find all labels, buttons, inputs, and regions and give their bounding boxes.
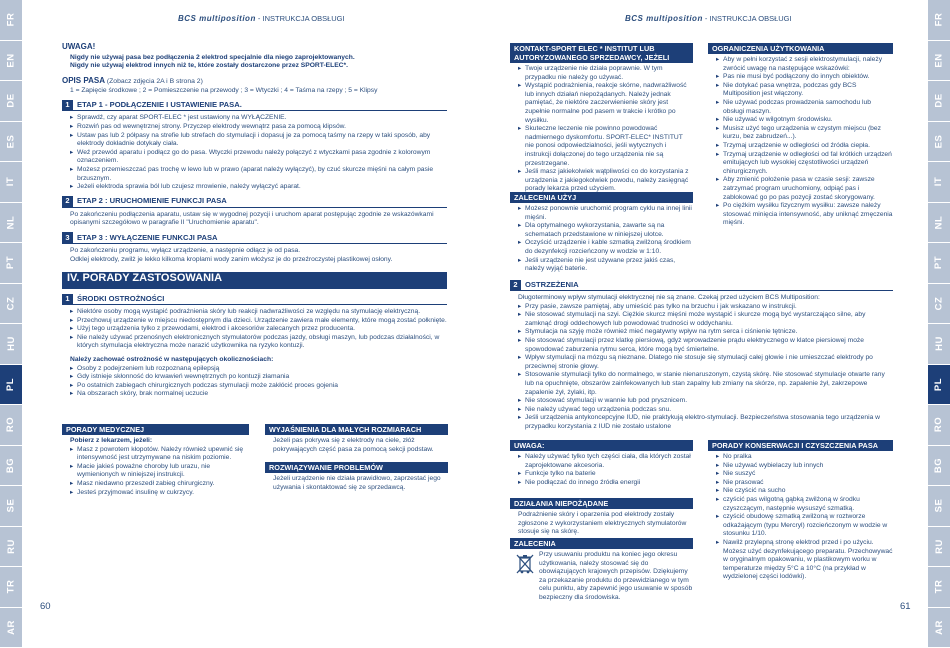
step-number: 2 — [62, 196, 73, 207]
list-item: ▸ Jeśli urządzenie nie jest używane przez jakiś czas, należy wyjąć baterie. — [518, 257, 693, 274]
opis-line: 1 = Zapięcie środkowe ; 2 = Pomieszczenie na przewody ; 3 = Wtyczki ; 4 = Taśma na rzepy ; 5 = Klipsy — [62, 87, 447, 96]
language-tab-label: RU — [5, 539, 16, 554]
ostrzezenia-section — [510, 280, 893, 432]
list-item: ▸ Pas nie musi być podłączony do innych obiektów. — [716, 73, 893, 82]
language-tab-ro[interactable] — [928, 405, 950, 446]
wyjasnienia-box — [265, 424, 448, 454]
step-3-line: Odklej elektrody, zwilż je lekko kilkoma kroplami wody zanim włożysz je do przeźroczystej plastikowej osłony. — [62, 256, 447, 265]
step-number: 2 — [510, 280, 521, 291]
list-item: ▸ Stosowanie stymulacji tylko do normalnego, w stanie nienaruszonym, czystą skórę. Nie stosować stymulacje otwarte rany lub na opuchnięte, obszarów zainfekowanych lub stan zapalny lub zmiany na skórze, np. zapalenie żył, zakrzepowe zapalenie żył, żylaki, itp. — [518, 371, 893, 397]
zalecenia-uzyj-list — [510, 205, 693, 274]
ostrzezenia-heading — [510, 280, 893, 291]
language-tab-label: DE — [5, 94, 16, 108]
crossed-bin-icon — [516, 553, 534, 575]
language-tab-cz[interactable] — [928, 284, 950, 325]
language-tab-pt[interactable] — [0, 243, 22, 284]
language-tab-nl[interactable] — [928, 203, 950, 244]
language-tab-ar[interactable] — [0, 608, 22, 648]
header-subtitle: - INSTRUKCJA OBSŁUGI — [256, 14, 345, 23]
language-tab-label: AR — [5, 620, 16, 635]
language-tab-it[interactable] — [928, 162, 950, 203]
language-tab-de[interactable] — [928, 81, 950, 122]
list-item: ▸ Nie stosować stymulacji na szyi. Ciężkie skurcz mięśni może wystąpić i skurcze mogą być wystarczająco silne, aby zamknąć drogi oddechowych lub powodować trudności w oddychaniu. — [518, 311, 893, 328]
warning-line: Nigdy nie używaj pasa bez podłączenia 2 elektrod specjalnie dla niego zaprojektowanych. — [62, 54, 447, 63]
special-title: Należy zachować ostrożność w następujących okolicznościach: — [62, 356, 447, 365]
ograniczenia-box — [708, 43, 893, 228]
zalecenia-uzyj-box — [510, 192, 693, 274]
language-tab-de[interactable] — [0, 81, 22, 122]
konserwacja-box — [708, 440, 893, 582]
list-item: ▸ Nie stosować stymulacji w wannie lub pod prysznicem. — [518, 397, 893, 406]
language-tab-label: TR — [933, 580, 944, 594]
language-tab-label: NL — [5, 215, 16, 229]
language-tab-it[interactable] — [0, 162, 22, 203]
uwaga-list — [510, 453, 693, 487]
language-sidebar-left — [0, 0, 22, 621]
porady-list — [62, 446, 249, 498]
language-tab-ru[interactable] — [0, 527, 22, 568]
list-item: ▸ Nie używać wybielaczy lub innych — [716, 462, 893, 471]
zalecenia-body — [510, 551, 693, 603]
list-item: ▸ Trzymaj urządzenie w odległości od źródła ciepła. — [716, 142, 893, 151]
language-tab-label: NL — [933, 215, 944, 229]
opis-heading — [62, 76, 447, 87]
list-item: ▸ Oczyścić urządzenie i kable szmatką zwilżoną środkiem do dezynfekcji rozcieńczony w wodzie w 1:10. — [518, 239, 693, 256]
language-tab-se[interactable] — [928, 486, 950, 527]
list-item: ▸ Nie podłączać do innego źródła energii — [518, 479, 693, 488]
language-tab-se[interactable] — [0, 486, 22, 527]
list-item: ▸ Aby zmienić położenie pasa w czasie sesji: zawsze zatrzymać program uruchomiony, odpiąć pas i zablokować go po pas pozycji zostać skorygowany. — [716, 176, 893, 202]
list-item: ▸ Nie używać w wilgotnym środowisku. — [716, 116, 893, 125]
list-item: ▸ Nie czyścić na sucho — [716, 487, 893, 496]
brand-name: BCS multiposition — [178, 14, 256, 23]
list-item: ▸ Użyj tego urządzenia tylko z przewodami, elektrod i akcesoriów zalecanych przez producenta. — [70, 325, 447, 334]
list-item: ▸ czyścić pas wilgotną gąbką zwilżoną w środku czyszczącym, następnie wysuszyć szmatką. — [716, 496, 893, 513]
language-tab-label: FR — [5, 13, 16, 27]
language-tab-cz[interactable] — [0, 284, 22, 325]
box-title: DZIAŁANIA NIEPOŻĄDANE — [510, 498, 693, 509]
page-header-left — [178, 14, 345, 23]
list-item: ▸ Trzymaj urządzenie w odległości od fal krótkich urządzeń emitujących lub wysokiej częstotliwości urządzeń chirurgicznych. — [716, 151, 893, 177]
language-tab-label: AR — [933, 620, 944, 635]
language-tab-en[interactable] — [928, 41, 950, 82]
step-number: 1 — [62, 100, 73, 111]
language-tab-label: PT — [933, 256, 944, 269]
list-item: ▸ Sprawdź, czy aparat SPORT-ELEC * jest ustawiony na WYŁĄCZENIE. — [70, 114, 447, 123]
language-tab-label: TR — [5, 580, 16, 594]
language-tab-label: ES — [6, 134, 17, 148]
problemy-text: Jeżeli urządzenie nie działa prawidłowo, zaprzestać jego używania i skontaktować się ze sprzedawcą. — [265, 475, 448, 492]
list-item: ▸ Jeśli masz jakiekolwiek wątpliwości co do korzystania z urządzenia z jakiegokolwiek powodu, należy zasięgnąć porady lekarza przed użyciem. — [518, 168, 693, 194]
porady-medyczne-box — [62, 424, 249, 497]
language-tab-label: ES — [934, 134, 945, 148]
ostrzezenia-intro: Długoterminowy wpływ stymulacji elektrycznej nie są znane. Czekaj przed użyciem BCS Multiposition: — [510, 294, 893, 303]
list-item: ▸ Nie używać podczas prowadzenia samochodu lub obsługi maszyn. — [716, 99, 893, 116]
step-2-text: Po zakończeniu podłączenia aparatu, ustaw się w wygodnej pozycji i uruchom aparat postępując zgodnie ze wskazówkami opisanymi szczegółowo w paragrafie II "Uruchomienie aparatu". — [62, 211, 447, 228]
list-item: ▸ Nie dotykać pasa wnętrza, podczas gdy BCS Multiposition jest włączony. — [716, 82, 893, 99]
box-title: KONTAKT-SPORT ELEC * INSTITUT LUB AUTORYZOWANEGO SPRZEDAWCY, JEŻELI — [510, 43, 693, 63]
language-tab-label: SE — [934, 499, 945, 513]
list-item: ▸ Wpływ stymulacji na mózgu są nieznane. Dlatego nie stosuje się stymulacji całej głowie i nie umieszczać elektrody po przeciwnej stronie głowy. — [518, 354, 893, 371]
list-item: ▸ Na obszarach skóry, brak normalnej uczucie — [70, 390, 447, 399]
page-number-left: 60 — [40, 601, 51, 612]
list-item: ▸ Musisz użyć tego urządzenia w czystym miejscu (bez kurzu, bez zabrudzeń...). — [716, 125, 893, 142]
language-tab-label: PL — [933, 378, 944, 391]
language-tab-label: PL — [5, 378, 16, 391]
uwaga-box — [510, 440, 693, 487]
list-item: ▸ Nie należy używać tego urządzenia podczas snu. — [518, 406, 893, 415]
list-item: ▸ Nie prasować — [716, 479, 893, 488]
ograniczenia-list — [708, 56, 893, 228]
dzialania-box — [510, 498, 693, 537]
language-tab-label: BG — [934, 458, 945, 473]
list-item: ▸ Funkcje tylko na baterie — [518, 470, 693, 479]
kontakt-list — [510, 65, 693, 194]
zalecenia-box — [510, 538, 693, 603]
list-item: ▸ Nie należy używać przenośnych elektronicznych stymulatorów podczas jazdy, obsługi maszyn, lub podczas działalności, w których stymulacja elektryczna może narazić użytkownika na ryzyko kontuzji. — [70, 334, 447, 351]
step-title: ŚRODKI OSTROŻNOŚCI — [77, 295, 164, 304]
section-iv-title: IV. PORADY ZASTOSOWANIA — [62, 272, 447, 289]
language-tab-en[interactable] — [0, 41, 22, 82]
list-item: ▸ Jesteś przyjmować insulinę w cukrzycy. — [70, 489, 249, 498]
list-item: ▸ Stymulacja na szyję może również mieć negatywny wpływ na rytm serca i ciśnienie tętnicze. — [518, 328, 893, 337]
language-tab-tr[interactable] — [928, 567, 950, 608]
wyjasnienia-text: Jeżeli pas pokrywa się z elektrody na ciele, złóż pokrywających część pasa za pomocą sekcji podstaw. — [265, 437, 448, 454]
opis-title: OPIS PASA — [62, 76, 105, 85]
language-tab-label: RO — [6, 417, 17, 432]
warning-line: Nigdy nie używaj elektrod innych niż te, które zostały dostarczone przez SPORT-ELEC*. — [62, 62, 447, 71]
list-item: ▸ Twoje urządzenie nie działa poprawnie. W tym przypadku nie należy go używać. — [518, 65, 693, 82]
list-item: ▸ Masz niedawno przeszedł zabieg chirurgiczny. — [70, 480, 249, 489]
language-tab-label: BG — [6, 458, 17, 473]
list-item: ▸ Rozwiń pas od wewnętrznej strony. Przyczep elektrody wewnątrz pasa za pomocą klipsów. — [70, 123, 447, 132]
language-tab-label: DE — [933, 94, 944, 108]
page-header-right — [625, 14, 792, 23]
language-tab-tr[interactable] — [0, 567, 22, 608]
language-tab-ru[interactable] — [928, 527, 950, 568]
list-item: ▸ Należy używać tylko tych części ciała, dla których został zaprojektowane akcesoria. — [518, 453, 693, 470]
problemy-box — [265, 462, 448, 492]
srodki-list — [62, 308, 447, 351]
list-item: ▸ Po ostatnich zabiegach chirurgicznych podczas stymulacji może zakłócić proces gojenia — [70, 382, 447, 391]
language-tab-ar[interactable] — [928, 608, 950, 648]
list-item: ▸ Przechowuj urządzenie w miejscu niedostępnym dla dzieci. Urządzenie zawiera małe elementy, które mogą zostać połknięte. — [70, 317, 447, 326]
zalecenia-text: Przy usuwaniu produktu na koniec jego okresu użytkowania, należy stosować się do obowiązujących krajowych przepisów. Dziękujemy za przekazanie produktu do przewidzianego w tym celu punktu, aby zapewnić jego usuwanie w sposób bezpieczny dla środowiska. — [539, 551, 693, 603]
box-title: ZALECENIA — [510, 538, 693, 549]
language-tab-hu[interactable] — [928, 324, 950, 365]
special-list — [62, 365, 447, 399]
language-tab-fr[interactable] — [0, 0, 22, 41]
list-item: ▸ Macie jakieś poważne choroby lub urazu, nie wymienionych w niniejszej instrukcji. — [70, 463, 249, 480]
language-sidebar-right — [928, 0, 950, 621]
brand-name: BCS multiposition — [625, 14, 703, 23]
opis-note: (Zobacz zdjęcia 2A i B strona 2) — [105, 78, 203, 85]
language-tab-label: IT — [5, 177, 16, 186]
step-title: ETAP 2 : URUCHOMIENIE FUNKCJI PASA — [77, 197, 227, 206]
list-item: ▸ Ustaw pas lub 2 półpasy na strefie lub strefach do stymulacji i dopasuj je za pomocą taśmy na rzepy w taki sposób, aby elektrody dokładnie dotykały ciała. — [70, 132, 447, 149]
language-tab-es[interactable] — [0, 122, 22, 163]
header-subtitle: - INSTRUKCJA OBSŁUGI — [703, 14, 792, 23]
srodki-heading — [62, 294, 447, 305]
language-tab-bg[interactable] — [928, 446, 950, 487]
language-tab-label: SE — [6, 499, 17, 513]
box-title: ZALECENIA UŻYJ — [510, 192, 693, 203]
language-tab-es[interactable] — [928, 122, 950, 163]
language-tab-pt[interactable] — [928, 243, 950, 284]
box-title: UWAGA: — [510, 440, 693, 451]
language-tab-label: CZ — [933, 296, 944, 310]
list-item: ▸ Wystąpić podrażnienia, reakcje skórne, nadwrażliwość lub innych działań niepożądanych. Należy jednak pamiętać, że niektóre zaczerwienienie skóry jest zupełnie normalne pod pasem w trakcie i krótko po wysiłku. — [518, 82, 693, 125]
step-number: 3 — [62, 232, 73, 243]
list-item: ▸ Możesz przemieszczać pas trochę w lewo lub w prawo (aparat należy wyłączyć), by czuć skurcze mięśni na całym pasie brzusznym. — [70, 166, 447, 183]
list-item: ▸ Przy pasie, zawsze pamiętaj, aby umieścić pas tylko na brzuchu i jak wskazano w instrukcji. — [518, 303, 893, 312]
dzialania-text: Podrażnienie skóry i oparzenia pod elektrody zostały zgłoszone z wykorzystaniem elektrycznych stymulatorów stosuje się na skórę. — [510, 511, 693, 537]
language-tab-pl[interactable] — [0, 365, 22, 406]
list-item: ▸ Jeśli urządzenia antykoncepcyjne IUD, nie praktykują elektro-stymulacji. Bezpieczeństwa stosowania tego urządzenia w przypadku korzystania z IUD nie zostało ustalone — [518, 414, 893, 431]
list-item: ▸ Weź przewód aparatu i podłącz go do pasa. Wtyczki przewodu należy połączyć z wtyczkami pasa zgodnie z kolorowym oznaczeniem. — [70, 149, 447, 166]
language-tab-label: IT — [933, 177, 944, 186]
language-tab-label: HU — [933, 336, 944, 351]
language-tab-hu[interactable] — [0, 324, 22, 365]
list-item: ▸ Skuteczne leczenie nie powinno powodować nadmiernego dyskomfortu. SPORT-ELEC* INSTITUT nie ponosi odpowiedzialności, jeśli wytycznych i instrukcji dołączonej do tego urządzenia nie są przestrzegane. — [518, 125, 693, 168]
box-title: OGRANICZENIA UŻYTKOWANIA — [708, 43, 893, 54]
list-item: ▸ czyścić obudowę szmatką zwilżoną w roztworze odkażającym (typu Mercryl) rozcieńczonym w wodzie w stosunku 1/10. — [716, 513, 893, 539]
list-item: ▸ Osoby z podejrzeniem lub rozpoznaną epilepsją — [70, 365, 447, 374]
box-title: PORADY MEDYCZNEJ — [62, 424, 249, 435]
language-tab-pl[interactable] — [928, 365, 950, 406]
language-tab-bg[interactable] — [0, 446, 22, 487]
step-3-heading — [62, 233, 447, 244]
step-2-heading — [62, 197, 447, 208]
language-tab-label: HU — [5, 336, 16, 351]
list-item: ▸ Masz z powrotem kłopotów. Należy również upewnić się intensywność jest utrzymywane na niskim poziomie. — [70, 446, 249, 463]
list-item: ▸ Nie suszyć — [716, 470, 893, 479]
language-tab-label: EN — [5, 53, 16, 67]
list-item: ▸ Nawilż przylepną stronę elektrod przed i po użyciu. Możesz użyć dezynfekującego preparatu. Przechowywać w oryginalnym opakowaniu, w plastikowym worku w temperaturze między 5°C a 10°C (na przykład w wydzielonej części lodówki). — [716, 539, 893, 582]
list-item: ▸ Niektóre osoby mogą wystąpić podrażnienia skóry lub reakcji nadwrażliwości ze względu na stymulację elektryczną. — [70, 308, 447, 317]
ostrzezenia-list — [510, 303, 893, 432]
step-title: OSTRZEŻENIA — [525, 281, 579, 290]
language-tab-ro[interactable] — [0, 405, 22, 446]
step-title: ETAP 1 - PODŁĄCZENIE I USTAWIENIE PASA. — [77, 101, 242, 110]
warning-title: UWAGA! — [62, 43, 447, 52]
language-tab-label: PT — [5, 256, 16, 269]
list-item: ▸ No pralka — [716, 453, 893, 462]
list-item: ▸ Po ciężkim wysiłku fizycznym wysiłku: zawsze należy stosować minięcia intensywność, aby uniknąć zmęczenia mięśni. — [716, 202, 893, 228]
list-item: ▸ Jeżeli elektroda sprawia ból lub czujesz mrowienie, należy wyłączyć aparat. — [70, 183, 447, 192]
language-tab-label: CZ — [5, 296, 16, 310]
language-tab-fr[interactable] — [928, 0, 950, 41]
language-tab-label: EN — [933, 53, 944, 67]
box-title: WYJAŚNIENIA DLA MAŁYCH ROZMIARACH — [265, 424, 448, 435]
step-number: 1 — [62, 294, 73, 305]
box-title: PORADY KONSERWACJI I CZYSZCZENIA PASA — [708, 440, 893, 451]
list-item: ▸ Gdy istnieje skłonność do krwawień wewnętrznych po kontuzji złamania — [70, 373, 447, 382]
step-1-heading — [62, 100, 447, 111]
konserwacja-list — [708, 453, 893, 582]
language-tab-label: RU — [933, 539, 944, 554]
page-number-right: 61 — [900, 601, 911, 612]
list-item: ▸ Możesz ponownie uruchomić program cyklu na innej linii mięśni. — [518, 205, 693, 222]
step-1-list — [62, 114, 447, 191]
language-tab-label: RO — [934, 417, 945, 432]
list-item: ▸ Nie stosować stymulacji przez klatkę piersiową, gdyż wprowadzenie prądu elektrycznego w klatce piersiowej może spowodować zaburzenia rytmu serca, które mogą być śmiertelne. — [518, 337, 893, 354]
step-title: ETAP 3 : WYŁĄCZENIE FUNKCJI PASA — [77, 234, 218, 243]
language-tab-label: FR — [933, 13, 944, 27]
list-item: ▸ Dla optymalnego wykorzystania, zawarte są na schematach przedstawione w niniejszej ulotce. — [518, 222, 693, 239]
list-item: ▸ Aby w pełni korzystać z sesji elektrostymulacji, należy zwrócić uwagę na następujące wskazówki: — [716, 56, 893, 73]
left-page-content — [62, 43, 447, 399]
box-title: ROZWIĄZYWANIE PROBLEMÓW — [265, 462, 448, 473]
porady-intro: Pobierz z lekarzem, jeżeli: — [62, 437, 249, 446]
kontakt-box — [510, 43, 693, 194]
language-tab-nl[interactable] — [0, 203, 22, 244]
step-3-line: Po zakończeniu programu, wyłącz urządzenie, a następnie odłącz je od pasa. — [62, 247, 447, 256]
